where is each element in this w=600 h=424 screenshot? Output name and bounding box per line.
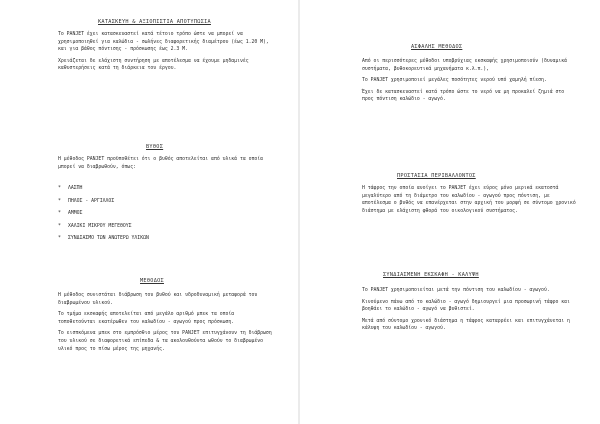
right-page — [300, 0, 600, 424]
method-heading: ΜΕΘΟΔΟΣ — [140, 278, 164, 284]
construction-text — [58, 31, 270, 77]
combined-paragraph-1: Το PANJET χρησιμοποιείται μετά την πόντιση του καλωδίου - αγωγού. — [362, 288, 550, 293]
material-item: * ΛΑΣΠΗ — [58, 183, 273, 196]
method-paragraph-1: Η μέθοδος συνιστάται διάβρωση του βυθού και υδροδυναμική μεταφορά του διαβρωμένου υλικού. — [58, 293, 258, 306]
seabed-materials-list — [58, 183, 273, 246]
environment-text — [362, 185, 577, 219]
construction-paragraph-2: Χρειάζεται δε ελάχιστη συντήρηση με αποτέλεσμα να έχουμε μηδαμινές καθυστερήσεις κατά τη διάρκεια του έργου. — [58, 58, 249, 72]
construction-heading: ΚΑΤΑΣΚΕΥΗ & ΑΞΙΟΠΙΣΤΙΑ ΑΠΟΤΥΠΩΣΙΑ — [98, 19, 211, 25]
method-text — [58, 292, 273, 357]
seabed-heading: ΒΥΘΟΣ — [146, 144, 164, 150]
seabed-text — [58, 156, 273, 175]
combined-text — [362, 287, 577, 337]
combined-paragraph-3: Μετά από σύντομο χρονικό διάστημα η τάφρος καταρρέει και επιτυγχάνεται η κάλυψη του καλωδίου - αγωγού. — [362, 318, 570, 332]
environment-heading: ΠΡΟΣΤΑΣΙΑ ΠΕΡΙΒΑΛΛΟΝΤΟΣ — [397, 173, 476, 179]
material-item: * ΠΗΛΟΣ - ΑΡΓΙΛΛΟΣ — [58, 196, 273, 209]
construction-paragraph-1: Το PANJET έχει κατασκευαστεί κατά τέτοιο τρόπο ώστε να μπορεί να χρησιμοποιηθεί για καλώδια - σωλήνες διαφορετικής διαμέτρου (έως 1.20 M), και για βάθος πόντισης - πρόσκωσης έως 2.3 M. — [58, 32, 269, 53]
safe-method-paragraph-2: Το PANJET χρησιμοποιεί μεγάλες ποσότητες νερού υπό χαμηλή πίεση. — [362, 78, 547, 84]
combined-paragraph-2: Κινούμενο πάνω από το καλώδιο - αγωγό δημιουργεί μια προσωρινή τάφρο και βοηθάει το καλώδιο - αγωγό να βυθιστεί. — [362, 299, 570, 313]
combined-heading: ΣΥΝΔΙΑΣΜΕΝΗ ΕΚΣΚΑΦΗ - ΚΑΛΥΨΗ — [383, 272, 479, 278]
safe-method-heading: ΑΣΦΑΛΗΣ ΜΕΘΟΔΟΣ — [411, 44, 463, 50]
seabed-paragraph: Η μέθοδος PANJET προϋποθέτει ότι ο βυθός αποτελείται από υλικά τα οποία μπορεί να διαβρωθούν, όπως: — [58, 157, 264, 170]
material-item: * ΑΜΜΟΣ — [58, 208, 273, 221]
material-item: * ΧΑΛΙΚΙ ΜΙΚΡΟΥ ΜΕΓΕΘΟΥΣ — [58, 221, 273, 234]
material-item: * ΣΥΝΔΙΑΣΜΟ ΤΩΝ ΑΝΩΤΕΡΩ ΥΛΙΚΩΝ — [58, 233, 273, 246]
safe-method-text — [362, 58, 577, 108]
method-paragraph-3: Το εισπκόμενα μπεκ στο εμπρόσθιο μέρος του PANJET επιτυγχάνουν τη διάβρωση του υλικού σε διαφορετικά επίπεδα & τα ακολουθούντα ωθούν το διαβρωμένο υλικό προς το πίσω μέρος της μηχανής. — [58, 331, 272, 352]
method-paragraph-2: Το τμήμα εκσκαφής αποτελείται από μεγάλο αριθμό μπεκ τα οποία τοποθετούνται εκατέρωθεν του καλωδίου - αγωγού προς πρόσκωση. — [58, 312, 235, 325]
safe-method-paragraph-1: Από οι περισσότερες μέθοδοι υποβρύχιας εκσκαφής χρησιμοποιούν (δυναμικά συστήματα, βυθοκορευτικά μηχανήματα κ.λ.π.), — [362, 59, 568, 72]
environment-paragraph: Η τάφρος την οποία ανοίγει το PANJET έχει εύρος μόνο μερικά εκατοστά μεγαλύτερο από τη διάμετρο του καλωδίου - αγωγού προς πόντιση, με αποτέλεσμα ο βυθός να επανέρχεται στην αρχική του μορφή σε σύντομο χρονικό διάστημα με ελάχιστη φθορά του οικολογικού συστήματος. — [362, 186, 576, 214]
safe-method-paragraph-3: Έχει δε κατασκευαστεί κατά τρόπο ώστε το νερό να μη προκαλεί ζημιά στο προς πόντιση καλώδιο - αγωγό. — [362, 89, 565, 103]
